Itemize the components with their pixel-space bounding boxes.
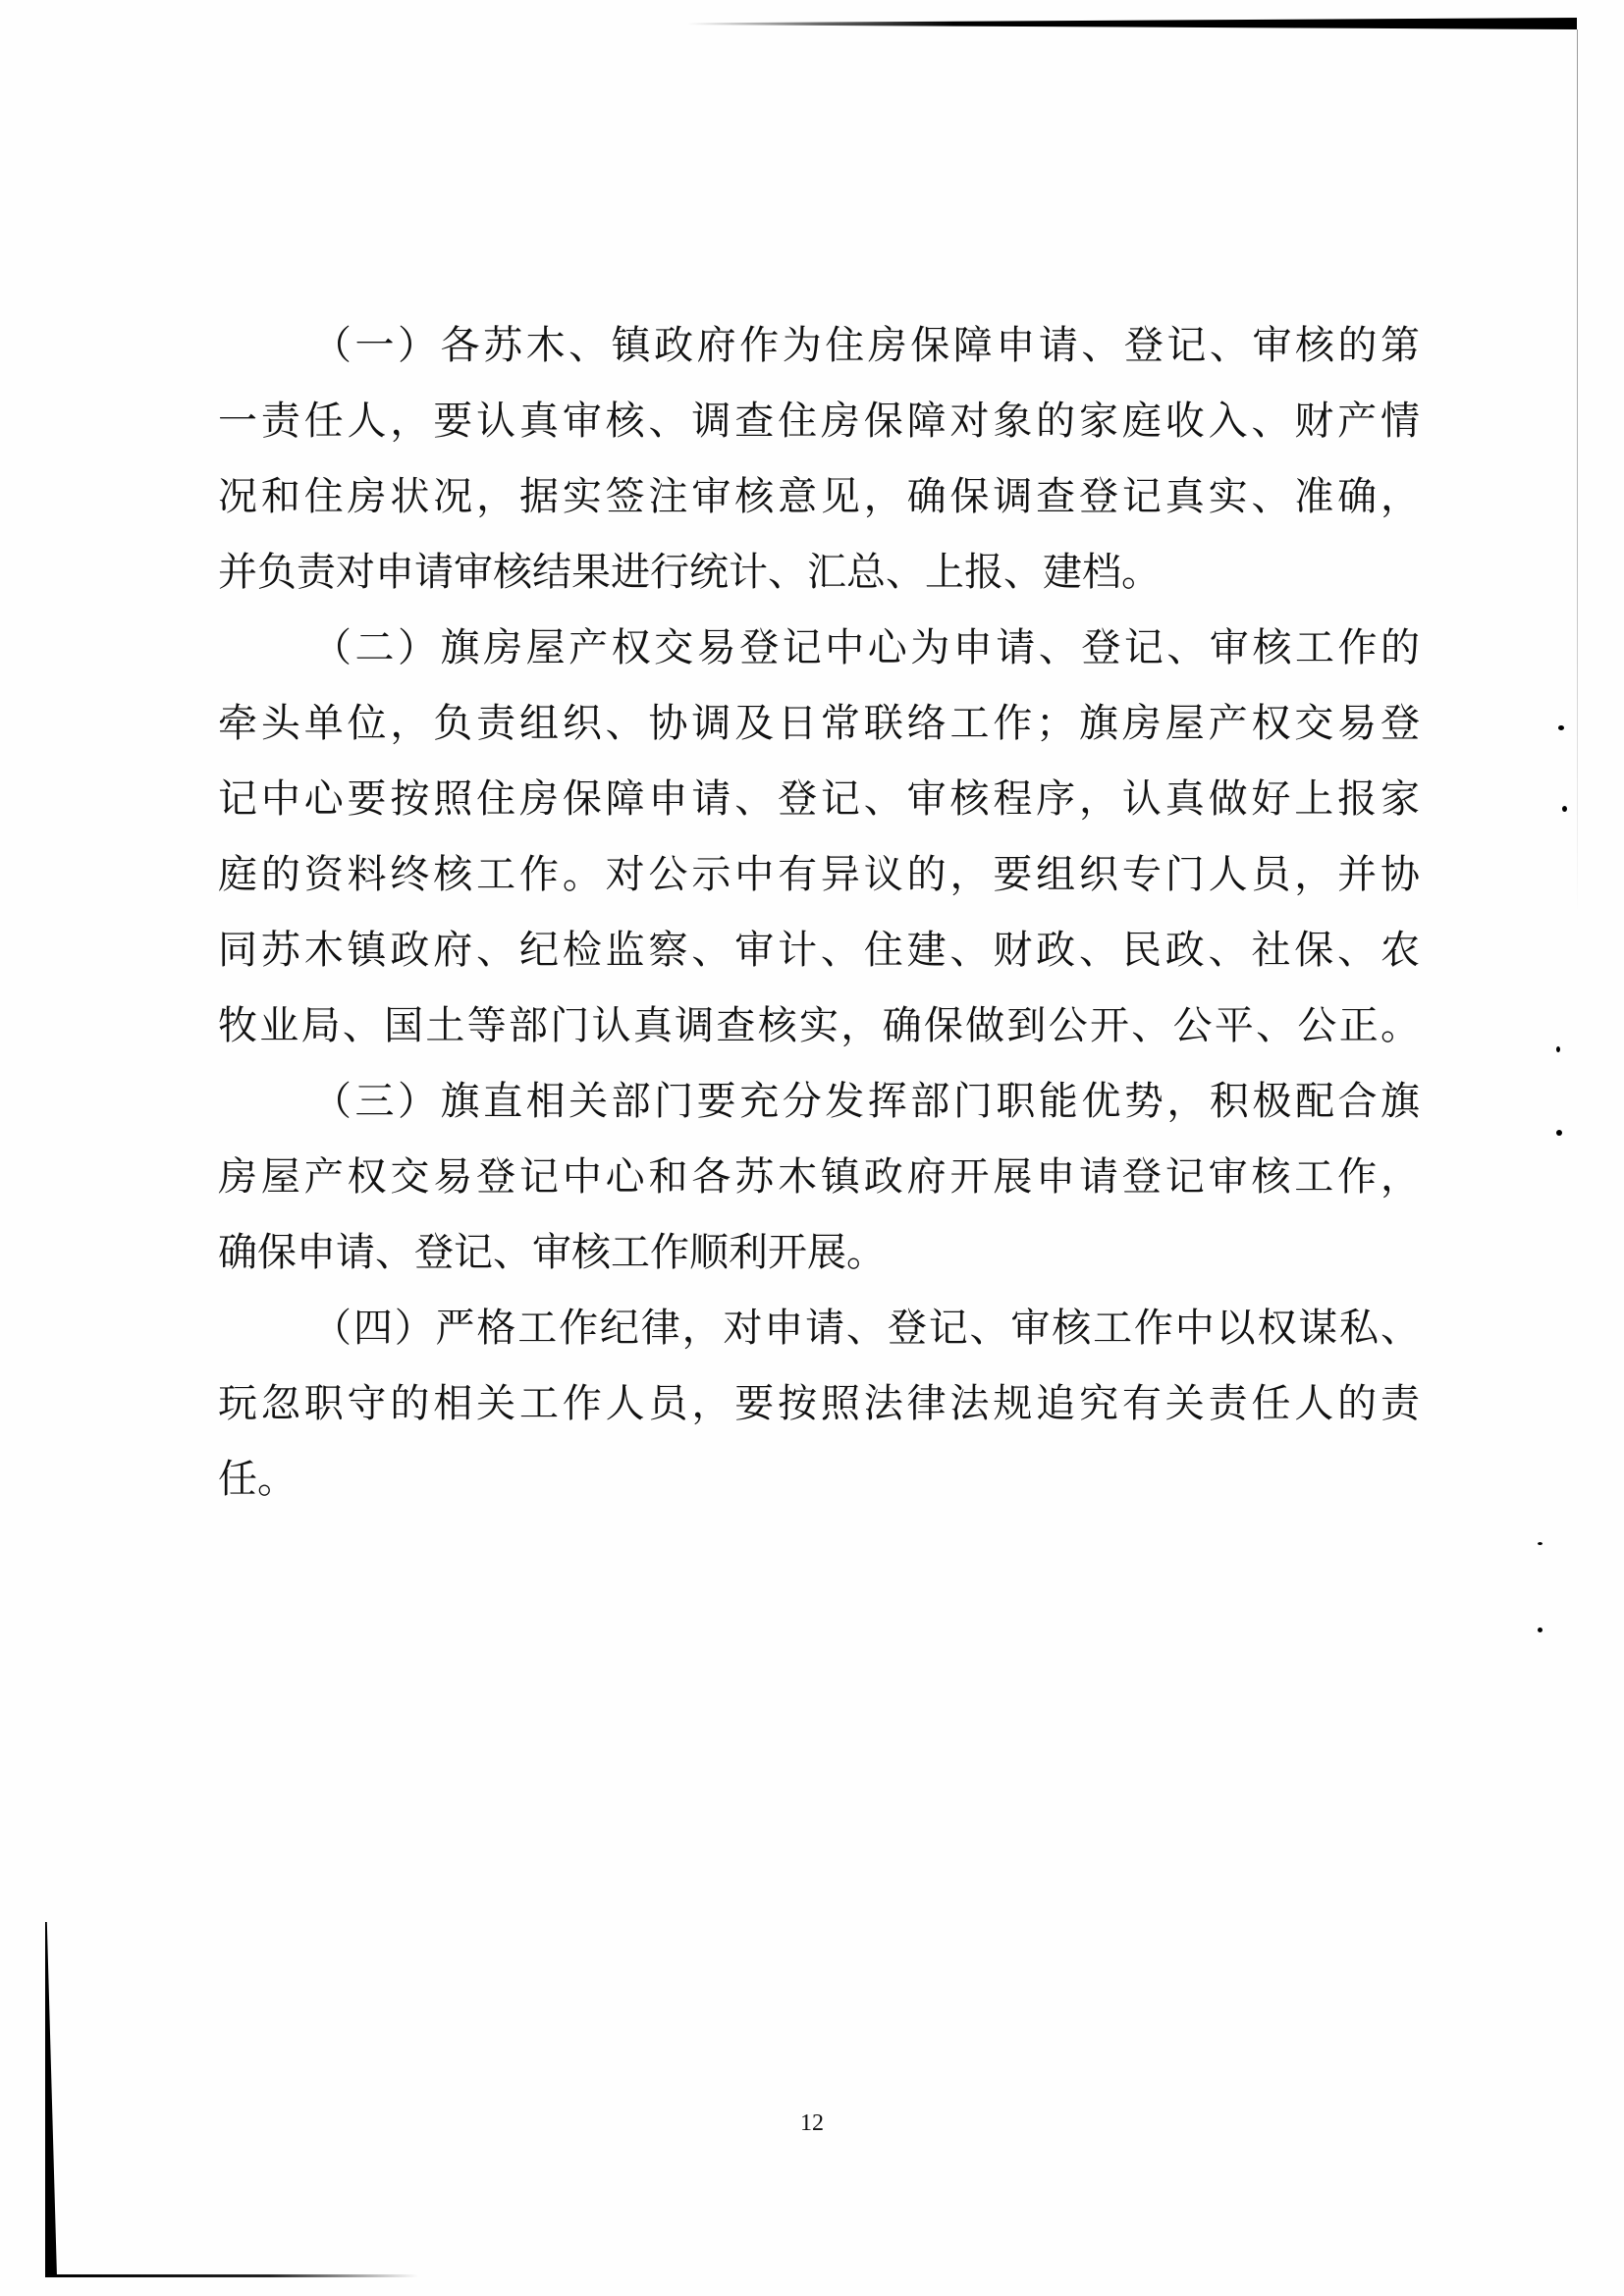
- text-line: 任。: [218, 1457, 297, 1502]
- text-line: 记中心要按照住房保障申请、登记、审核程序，认真做好上报家: [218, 776, 1420, 822]
- scan-speck: [1562, 806, 1567, 812]
- scan-speck: [1556, 1130, 1562, 1136]
- text-line: 庭的资料终核工作。对公示中有异议的，要组织专门人员，并协: [218, 852, 1420, 897]
- text-line: 同苏木镇政府、纪检监察、审计、住建、财政、民政、社保、农: [218, 928, 1420, 973]
- text-line: 一责任人，要认真审核、调查住房保障对象的家庭收入、财产情: [218, 399, 1420, 444]
- text-line: 牵头单位，负责组织、协调及日常联络工作；旗房屋产权交易登: [218, 701, 1420, 746]
- paragraph-2: [218, 624, 1420, 1078]
- body-text: [218, 322, 1420, 1531]
- paragraph-1: [218, 322, 1420, 624]
- paragraph-3: [218, 1078, 1420, 1305]
- text-line: （四）严格工作纪律，对申请、登记、审核工作中以权谋私、: [312, 1306, 1420, 1351]
- text-line: 房屋产权交易登记中心和各苏木镇政府开展申请登记审核工作，: [218, 1154, 1420, 1200]
- scan-right-edge-line: [1577, 29, 1578, 913]
- scan-top-border: [687, 18, 1577, 29]
- text-line: 确保申请、登记、审核工作顺利开展。: [218, 1230, 886, 1275]
- text-line: （二）旗房屋产权交易登记中心为申请、登记、审核工作的: [312, 625, 1420, 670]
- scan-speck: [1538, 1542, 1543, 1545]
- text-line: 并负责对申请审核结果进行统计、汇总、上报、建档。: [218, 550, 1161, 595]
- scan-left-edge-shadow: [45, 1922, 57, 2277]
- text-line: 玩忽职守的相关工作人员，要按照法律法规追究有关责任人的责: [218, 1381, 1420, 1426]
- text-line: （一）各苏木、镇政府作为住房保障申请、登记、审核的第: [312, 323, 1420, 368]
- scan-speck: [1558, 725, 1564, 730]
- scan-speck: [1556, 1046, 1560, 1052]
- text-line: 牧业局、国土等部门认真调查核实，确保做到公开、公平、公正。: [218, 1003, 1420, 1048]
- text-line: 况和住房状况，据实签注审核意见，确保调查登记真实、准确，: [218, 474, 1420, 519]
- page-number: 12: [800, 2110, 824, 2136]
- scan-speck: [1538, 1628, 1543, 1632]
- paragraph-4: [218, 1305, 1420, 1531]
- text-line: （三）旗直相关部门要充分发挥部门职能优势，积极配合旗: [312, 1079, 1420, 1124]
- scan-bottom-edge-line: [45, 2274, 418, 2277]
